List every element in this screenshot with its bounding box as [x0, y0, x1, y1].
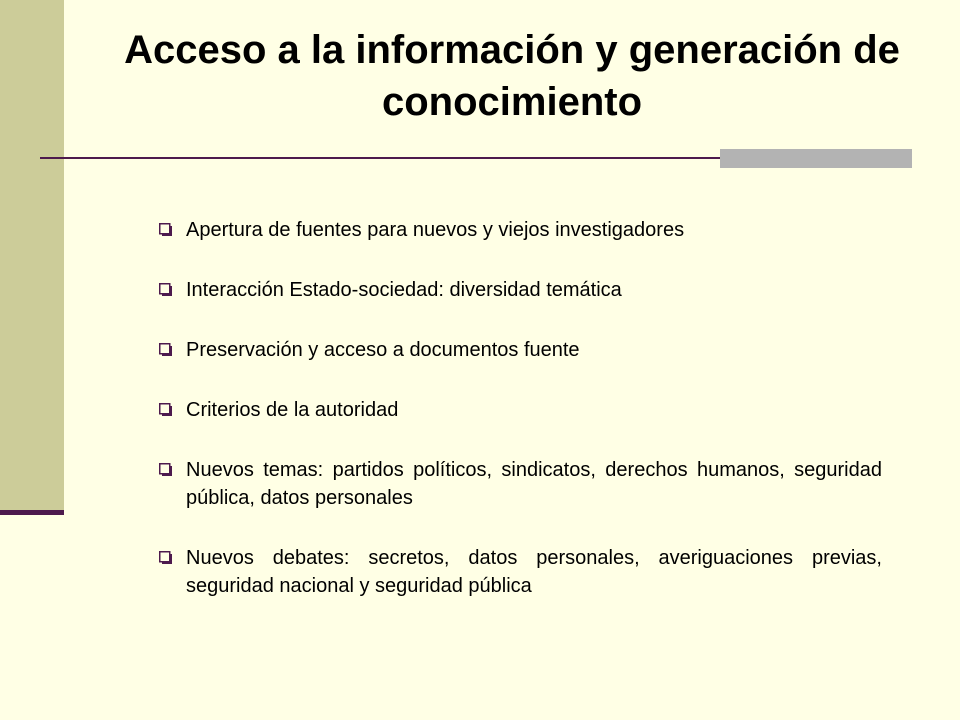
bullet-item-apertura-fuentes	[158, 216, 882, 244]
bullet-item-nuevos-debates	[158, 544, 882, 600]
checkbox-square-icon	[159, 551, 173, 565]
title-divider-accent-block	[720, 149, 912, 168]
checkbox-square-icon	[159, 223, 173, 237]
left-decorative-bar	[0, 0, 64, 512]
bullet-list	[158, 216, 882, 632]
bullet-item-preservacion-acceso	[158, 336, 882, 364]
bullet-text: Preservación y acceso a documentos fuente	[186, 339, 580, 361]
bullet-text: Criterios de la autoridad	[186, 399, 399, 421]
bullet-text: Interacción Estado-sociedad: diversidad temática	[186, 279, 622, 301]
bullet-item-interaccion-estado-sociedad	[158, 276, 882, 304]
bullet-item-nuevos-temas	[158, 456, 882, 512]
checkbox-square-icon	[159, 463, 173, 477]
checkbox-square-icon	[159, 343, 173, 357]
bullet-text: Apertura de fuentes para nuevos y viejos investigadores	[186, 219, 685, 241]
bullet-text: Nuevos temas: partidos políticos, sindicatos, derechos humanos, seguridad pública, datos personales	[186, 459, 882, 509]
bullet-text: Nuevos debates: secretos, datos personales, averiguaciones previas, seguridad nacional y seguridad pública	[186, 547, 882, 597]
left-bar-accent-line	[0, 510, 64, 515]
bullet-item-criterios-autoridad	[158, 396, 882, 424]
checkbox-square-icon	[159, 283, 173, 297]
checkbox-square-icon	[159, 403, 173, 417]
slide-title: Acceso a la información y generación de conocimiento	[124, 28, 900, 124]
